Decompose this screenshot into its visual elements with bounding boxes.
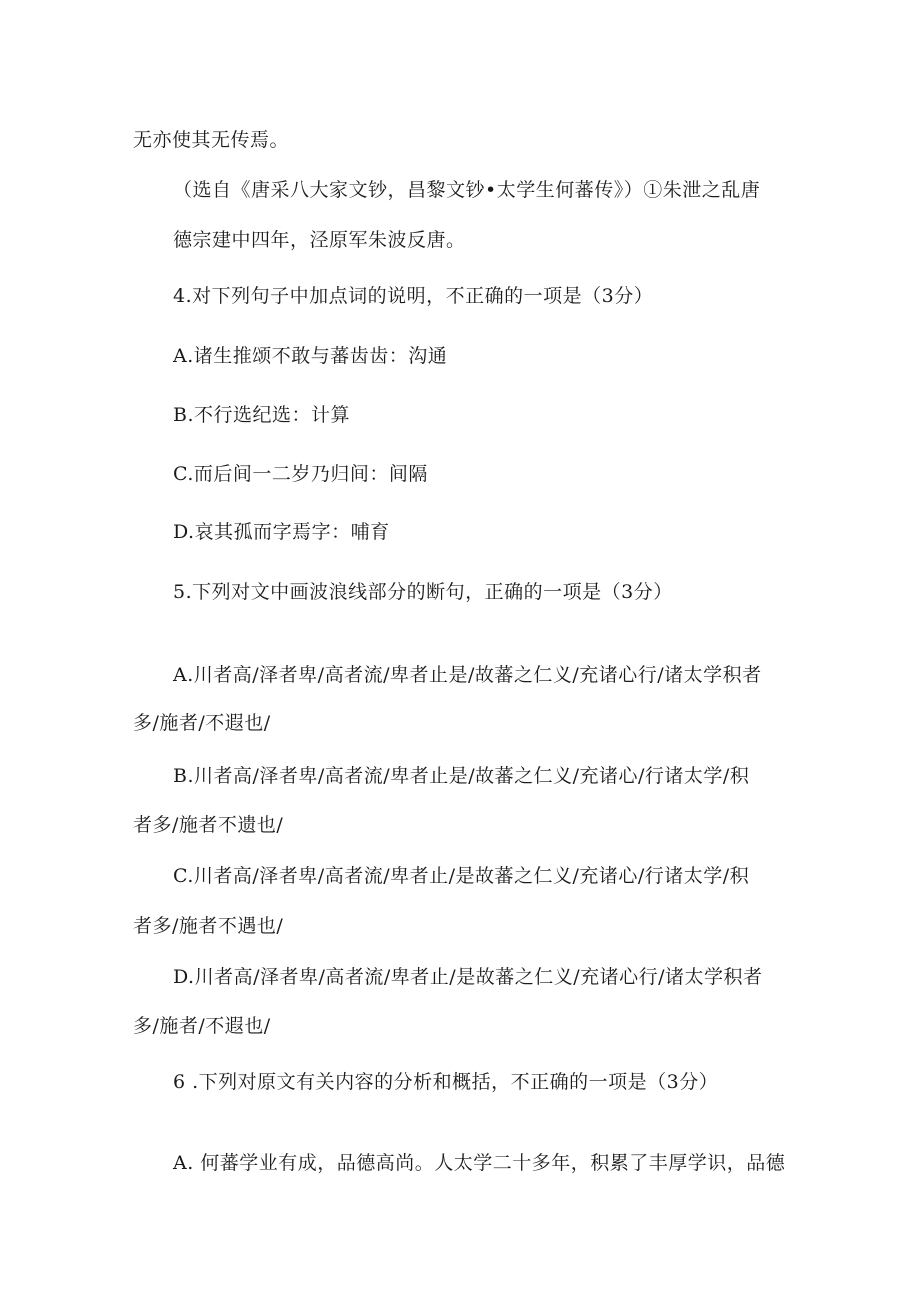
footnote-line: 德宗建中四年，泾原军朱波反唐。 <box>173 229 466 251</box>
question-6-option-a: A. 何蕃学业有成，品德高尚。人太学二十多年，积累了丰厚学识，品德 <box>173 1152 786 1174</box>
text-line: 无亦使其无传焉。 <box>133 129 290 151</box>
question-4-option-a: A.诸生推颂不敢与蕃齿齿：沟通 <box>173 345 448 367</box>
source-citation-line: （选自《唐采八大家文钞，昌黎文钞•太学生何蕃传》）①朱泄之乱唐 <box>173 179 761 201</box>
question-6-stem: 6 .下列对原文有关内容的分析和概括，不正确的一项是（3分） <box>173 1071 719 1093</box>
question-4-option-b: B.不行选纪选：计算 <box>173 404 351 426</box>
question-5-option-c-continued: 者多/施者不遇也/ <box>133 915 284 937</box>
question-5-option-d-continued: 多/施者/不遐也/ <box>133 1015 271 1037</box>
question-5-option-d: D.川者高/泽者卑/高者流/卑者止/是故蕃之仁义/充诸心行/诸太学积者 <box>173 966 763 988</box>
question-4-option-d: D.哀其孤而字焉字：哺育 <box>173 521 390 543</box>
question-4-option-c: C.而后间一二岁乃归间：间隔 <box>173 463 428 485</box>
question-5-option-b: B.川者高/泽者卑/高者流/卑者止是/故蕃之仁义/充诸心/行诸太学/积 <box>173 765 750 787</box>
question-5-option-b-continued: 者多/施者不遗也/ <box>133 814 284 836</box>
question-5-option-c: C.川者高/泽者卑/高者流/卑者止/是故蕃之仁义/充诸心/行诸太学/积 <box>173 865 750 887</box>
question-4-stem: 4.对下列句子中加点词的说明，不正确的一项是（3分） <box>173 285 654 307</box>
question-5-option-a-continued: 多/施者/不遐也/ <box>133 712 271 734</box>
question-5-stem: 5.下列对文中画波浪线部分的断句，正确的一项是（3分） <box>173 581 673 603</box>
question-5-option-a: A.川者高/泽者卑/高者流/卑者止是/故蕃之仁义/充诸心行/诸太学积者 <box>173 664 762 686</box>
